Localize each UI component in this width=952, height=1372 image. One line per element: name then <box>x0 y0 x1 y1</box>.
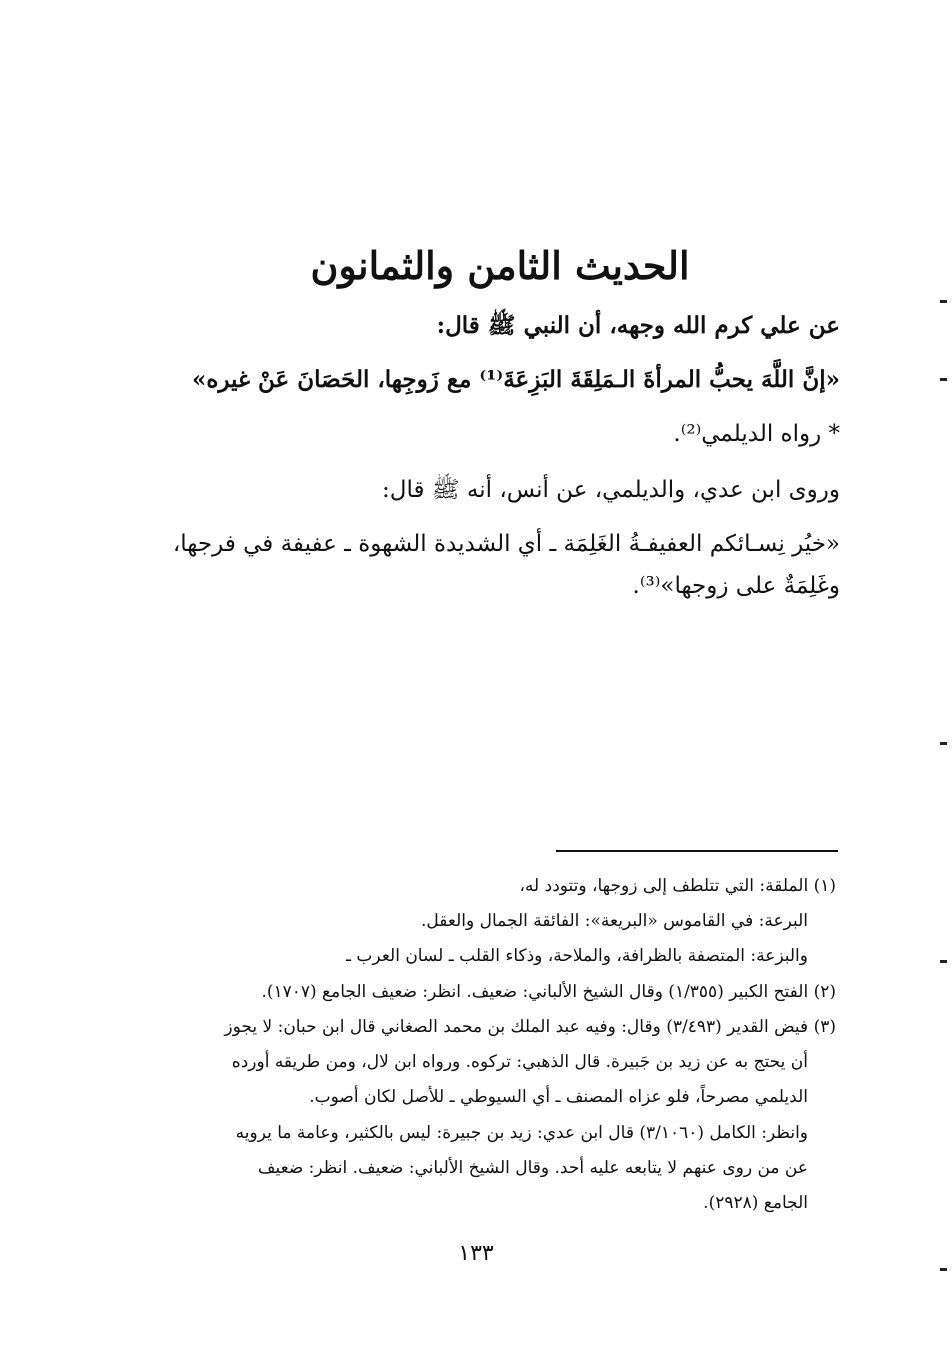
hadith-intro-line: عن علي كرم الله وجهه، أن النبي ﷺ قال: <box>436 312 840 339</box>
scan-edge-mark <box>940 1268 947 1271</box>
scan-edge-mark <box>940 300 947 303</box>
footnote-line: عن من روى عنهم لا يتابعه عليه أحد. وقال الشيخ الألباني: ضعيف. انظر: ضعيف <box>257 1158 808 1178</box>
page-number: ١٣٣ <box>458 1241 494 1266</box>
narration-source-line: * رواه الديلمي⁽²⁾. <box>673 421 840 447</box>
footnote-line: (٢) الفتح الكبير (١/٣٥٥) وقال الشيخ الألباني: ضعيف. انظر: ضعيف الجامع (١٧٠٧). <box>261 982 836 1002</box>
second-narration-intro: وروى ابن عدي، والديلمي، عن أنس، أنه ﷺ قال: <box>382 477 840 503</box>
scan-edge-mark <box>940 960 947 963</box>
second-hadith-text-line-2: وغَلِمَةٌ على زوجها»⁽³⁾. <box>632 573 840 599</box>
scan-edge-mark <box>940 378 947 381</box>
footnote-line: (٣) فيض القدير (٣/٤٩٣) وقال: وفيه عبد الملك بن محمد الصغاني قال ابن حبان: لا يجوز <box>224 1017 836 1037</box>
footnote-line: (١) الملقة: التي تتلطف إلى زوجها، وتتودد له، <box>519 876 836 896</box>
page-title: الحديث الثامن والثمانون <box>310 243 690 288</box>
second-hadith-text-line-1: «خيُر نِسـائكم العفيفـةُ الغَلِمَة ـ أي الشديدة الشهوة ـ عفيفة في فرجها، <box>172 531 840 557</box>
footnote-separator <box>556 850 838 852</box>
footnote-line: أن يحتج به عن زيد بن جَبيرة. قال الذهبي: تركوه. ورواه ابن لال، ومن طريقه أورده <box>231 1052 808 1072</box>
hadith-text-line: «إنَّ اللَّهَ يحبُّ المرأةَ الـمَلِقَةَ البَزِعَةَ⁽¹⁾ مع زَوجِها، الحَصَانَ عَنْ غيره» <box>191 366 840 393</box>
footnote-line: والبزعة: المتصفة بالظرافة، والملاحة، وذكاء القلب ـ لسان العرب ـ <box>346 946 808 966</box>
footnote-line: وانظر: الكامل (٣/١٠٦٠) قال ابن عدي: زيد بن جبيرة: ليس بالكثير، وعامة ما يرويه <box>235 1123 808 1143</box>
scan-edge-mark <box>940 742 947 745</box>
footnote-line: الديلمي مصرحاً، فلو عزاه المصنف ـ أي السيوطي ـ للأصل لكان أصوب. <box>309 1087 808 1107</box>
footnote-line: البرعة: في القاموس «البريعة»: الفائقة الجمال والعقل. <box>421 911 808 931</box>
footnote-line: الجامع (٢٩٢٨). <box>703 1193 808 1213</box>
